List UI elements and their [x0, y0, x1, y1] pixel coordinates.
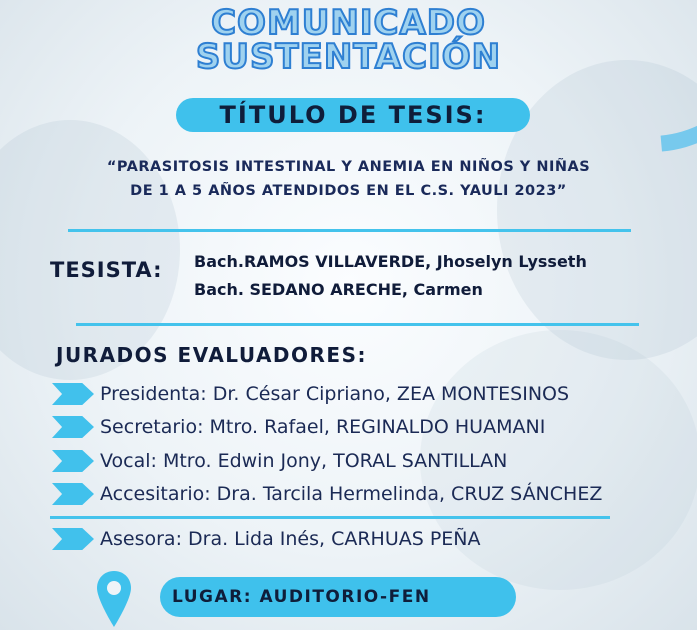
asesora-item — [52, 528, 481, 550]
jurado-item-accesitario — [52, 483, 602, 505]
chevron-right-icon — [52, 483, 94, 505]
thesis-title-label: TÍTULO DE TESIS: — [176, 98, 530, 132]
tesista-label: TESISTA: — [50, 258, 163, 282]
chevron-right-icon — [52, 528, 94, 550]
jurado-item-text: Presidenta: Dr. César Cipriano, ZEA MONTESINOS — [100, 383, 570, 405]
heading-comunicado: COMUNICADO — [211, 3, 486, 43]
lugar-label: LUGAR: AUDITORIO-FEN — [160, 577, 516, 617]
chevron-right-icon — [52, 383, 94, 405]
chevron-right-icon — [52, 450, 94, 472]
thesis-title-line-2: DE 1 A 5 AÑOS ATENDIDOS EN EL C.S. YAULI 2023” — [130, 183, 567, 199]
tesista-name-2: Bach. SEDANO ARECHE, Carmen — [194, 280, 483, 299]
chevron-right-icon — [52, 416, 94, 438]
divider — [76, 323, 639, 326]
heading-sustentacion: SUSTENTACIÓN — [195, 37, 502, 77]
location-pin-icon — [96, 570, 132, 628]
tesista-name-1: Bach.RAMOS VILLAVERDE, Jhoselyn Lysseth — [194, 252, 587, 271]
jurado-item-secretario — [52, 416, 545, 438]
divider — [50, 516, 610, 519]
asesora-text: Asesora: Dra. Lida Inés, CARHUAS PEÑA — [100, 528, 481, 550]
divider — [68, 229, 631, 232]
jurado-item-presidenta — [52, 383, 569, 405]
jurado-item-text: Vocal: Mtro. Edwin Jony, TORAL SANTILLAN — [100, 450, 508, 472]
jurado-item-text: Accesitario: Dra. Tarcila Hermelinda, CRUZ SÁNCHEZ — [100, 483, 603, 505]
thesis-title-line-1: “PARASITOSIS INTESTINAL Y ANEMIA EN NIÑOS Y NIÑAS — [106, 159, 591, 175]
jurado-item-vocal — [52, 450, 507, 472]
jurados-label: JURADOS EVALUADORES: — [56, 343, 367, 367]
jurado-item-text: Secretario: Mtro. Rafael, REGINALDO HUAMANI — [100, 416, 546, 438]
